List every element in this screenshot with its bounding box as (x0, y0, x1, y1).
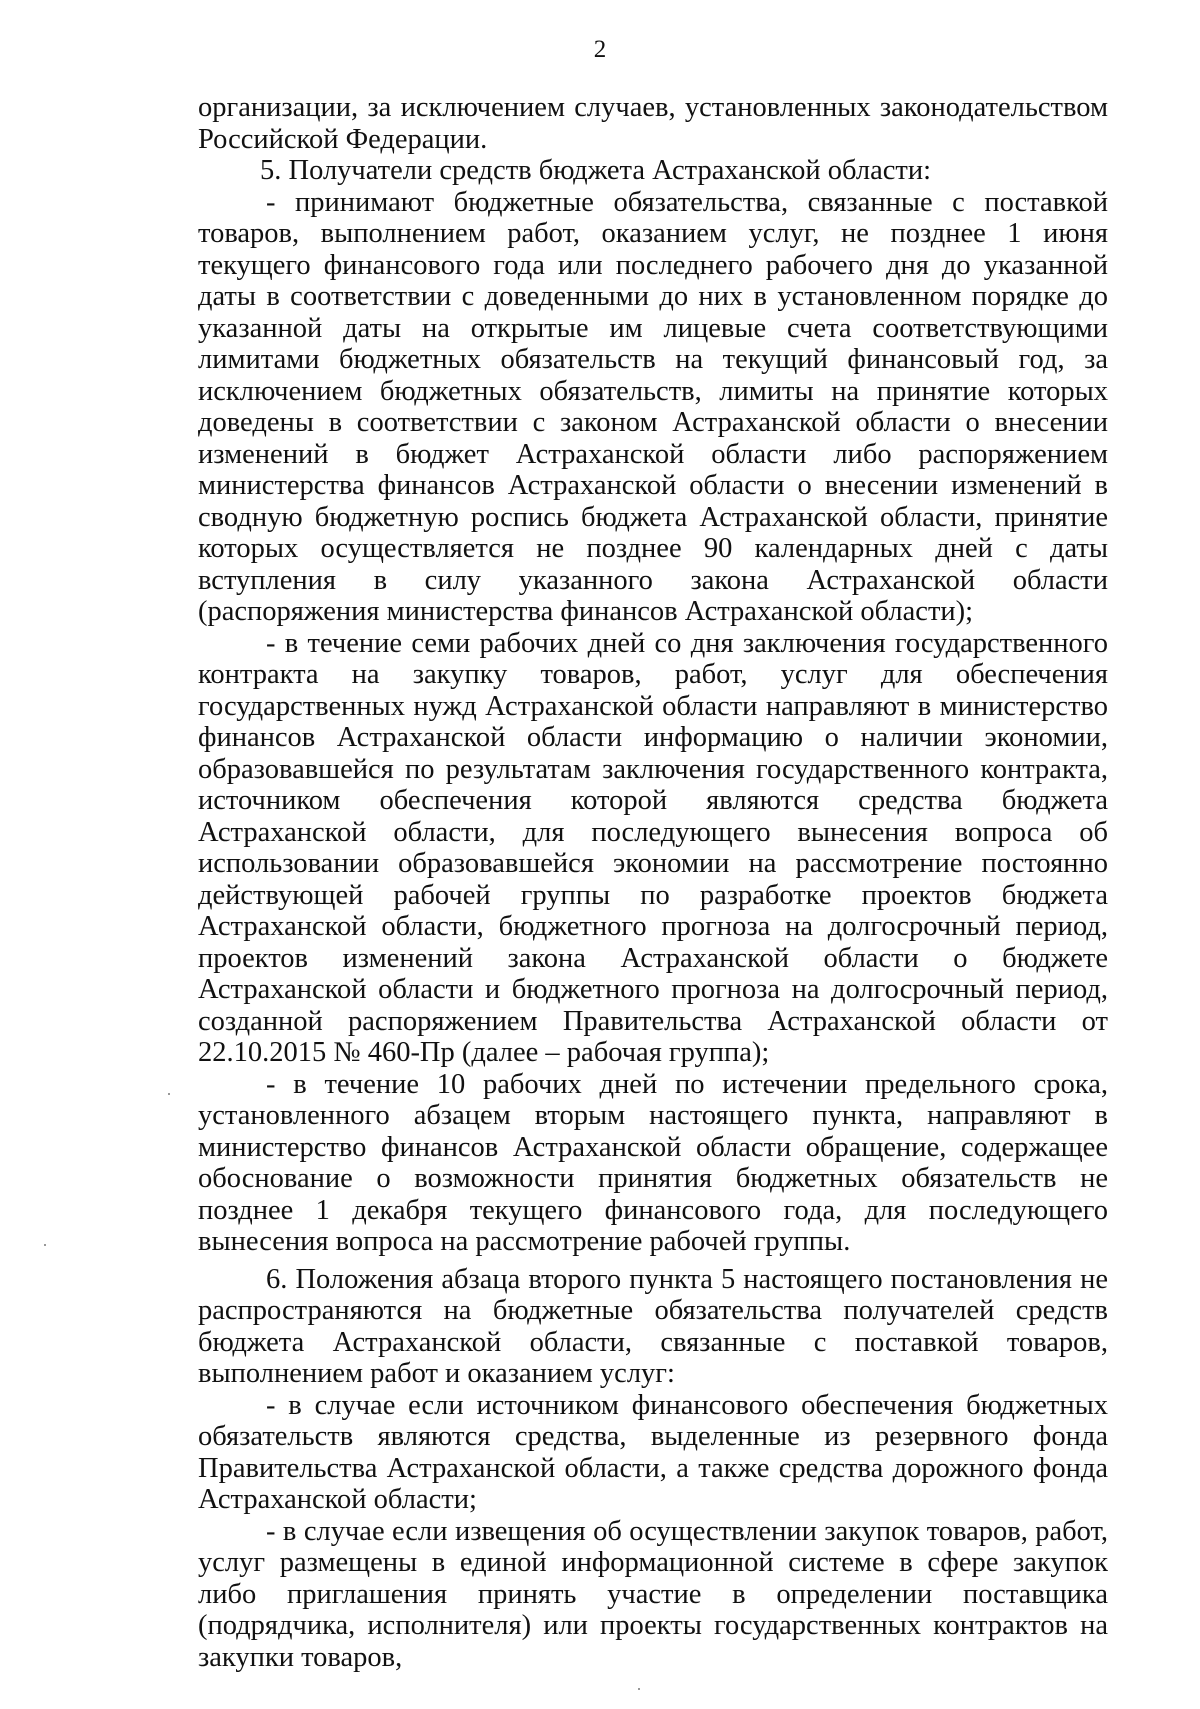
paragraph-item-6-clause-1: - в случае если источником финансового обеспечения бюджетных обязательств являются средства, выделенные из резервного фонда Правительства Астраханской области, а также средства дорожного фонда Астраханской области; (198, 1389, 1108, 1515)
scan-speck (44, 1244, 46, 1246)
paragraph-item-5-clause-3: - в течение 10 рабочих дней по истечении предельного срока, установленного абзацем вторым настоящего пункта, направляют в министерство финансов Астраханской области обращение, содержащее обоснование о возможности принятия бюджетных обязательств не позднее 1 декабря текущего финансового года, для последующего вынесения вопроса на рассмотрение рабочей группы. (198, 1068, 1108, 1257)
paragraph-item-5: 5. Получатели средств бюджета Астраханской области: (260, 155, 931, 186)
scan-speck (638, 1688, 640, 1690)
document-body (198, 92, 1108, 1673)
scan-speck (168, 1093, 170, 1095)
paragraph-item-6: 6. Положения абзаца второго пункта 5 настоящего постановления не распространяются на бюджетные обязательства получателей средств бюджета Астраханской области, связанные с поставкой товаров, выполнением работ и оказанием услуг: (198, 1263, 1108, 1389)
page-number: 2 (593, 36, 607, 63)
paragraph-continuation: организации, за исключением случаев, установленных законодательством Российской Федерации. (198, 92, 1108, 155)
paragraph-item-5-clause-2: - в течение семи рабочих дней со дня заключения государственного контракта на закупку товаров, работ, услуг для обеспечения государственных нужд Астраханской области направляют в министерство финансов Астраханской области информацию о наличии экономии, образовавшейся по результатам заключения государственного контракта, источником обеспечения которой являются средства бюджета Астраханской области, для последующего вынесения вопроса об использовании образовавшейся экономии на рассмотрение постоянно действующей рабочей группы по разработке проектов бюджета Астраханской области, бюджетного прогноза на долгосрочный период, проектов изменений закона Астраханской области о бюджете Астраханской области и бюджетного прогноза на долгосрочный период, созданной распоряжением Правительства Астраханской области от 22.10.2015 № 460-Пр (далее – рабочая группа); (198, 627, 1108, 1068)
paragraph-item-5-clause-1: - принимают бюджетные обязательства, связанные с поставкой товаров, выполнением работ, оказанием услуг, не позднее 1 июня текущего финансового года или последнего рабочего дня до указанной даты в соответствии с доведенными до них в установленном порядке до указанной даты на открытые им лицевые счета соответствующими лимитами бюджетных обязательств на текущий финансовый год, за исключением бюджетных обязательств, лимиты на принятие которых доведены в соответствии с законом Астраханской области о внесении изменений в бюджет Астраханской области либо распоряжением министерства финансов Астраханской области о внесении изменений в сводную бюджетную роспись бюджета Астраханской области, принятие которых осуществляется не позднее 90 календарных дней с даты вступления в силу указанного закона Астраханской области (распоряжения министерства финансов Астраханской области); (198, 186, 1108, 627)
paragraph-item-6-clause-2: - в случае если извещения об осуществлении закупок товаров, работ, услуг размещены в единой информационной системе в сфере закупок либо приглашения принять участие в определении поставщика (подрядчика, исполнителя) или проекты государственных контрактов на закупки товаров, (198, 1515, 1108, 1673)
